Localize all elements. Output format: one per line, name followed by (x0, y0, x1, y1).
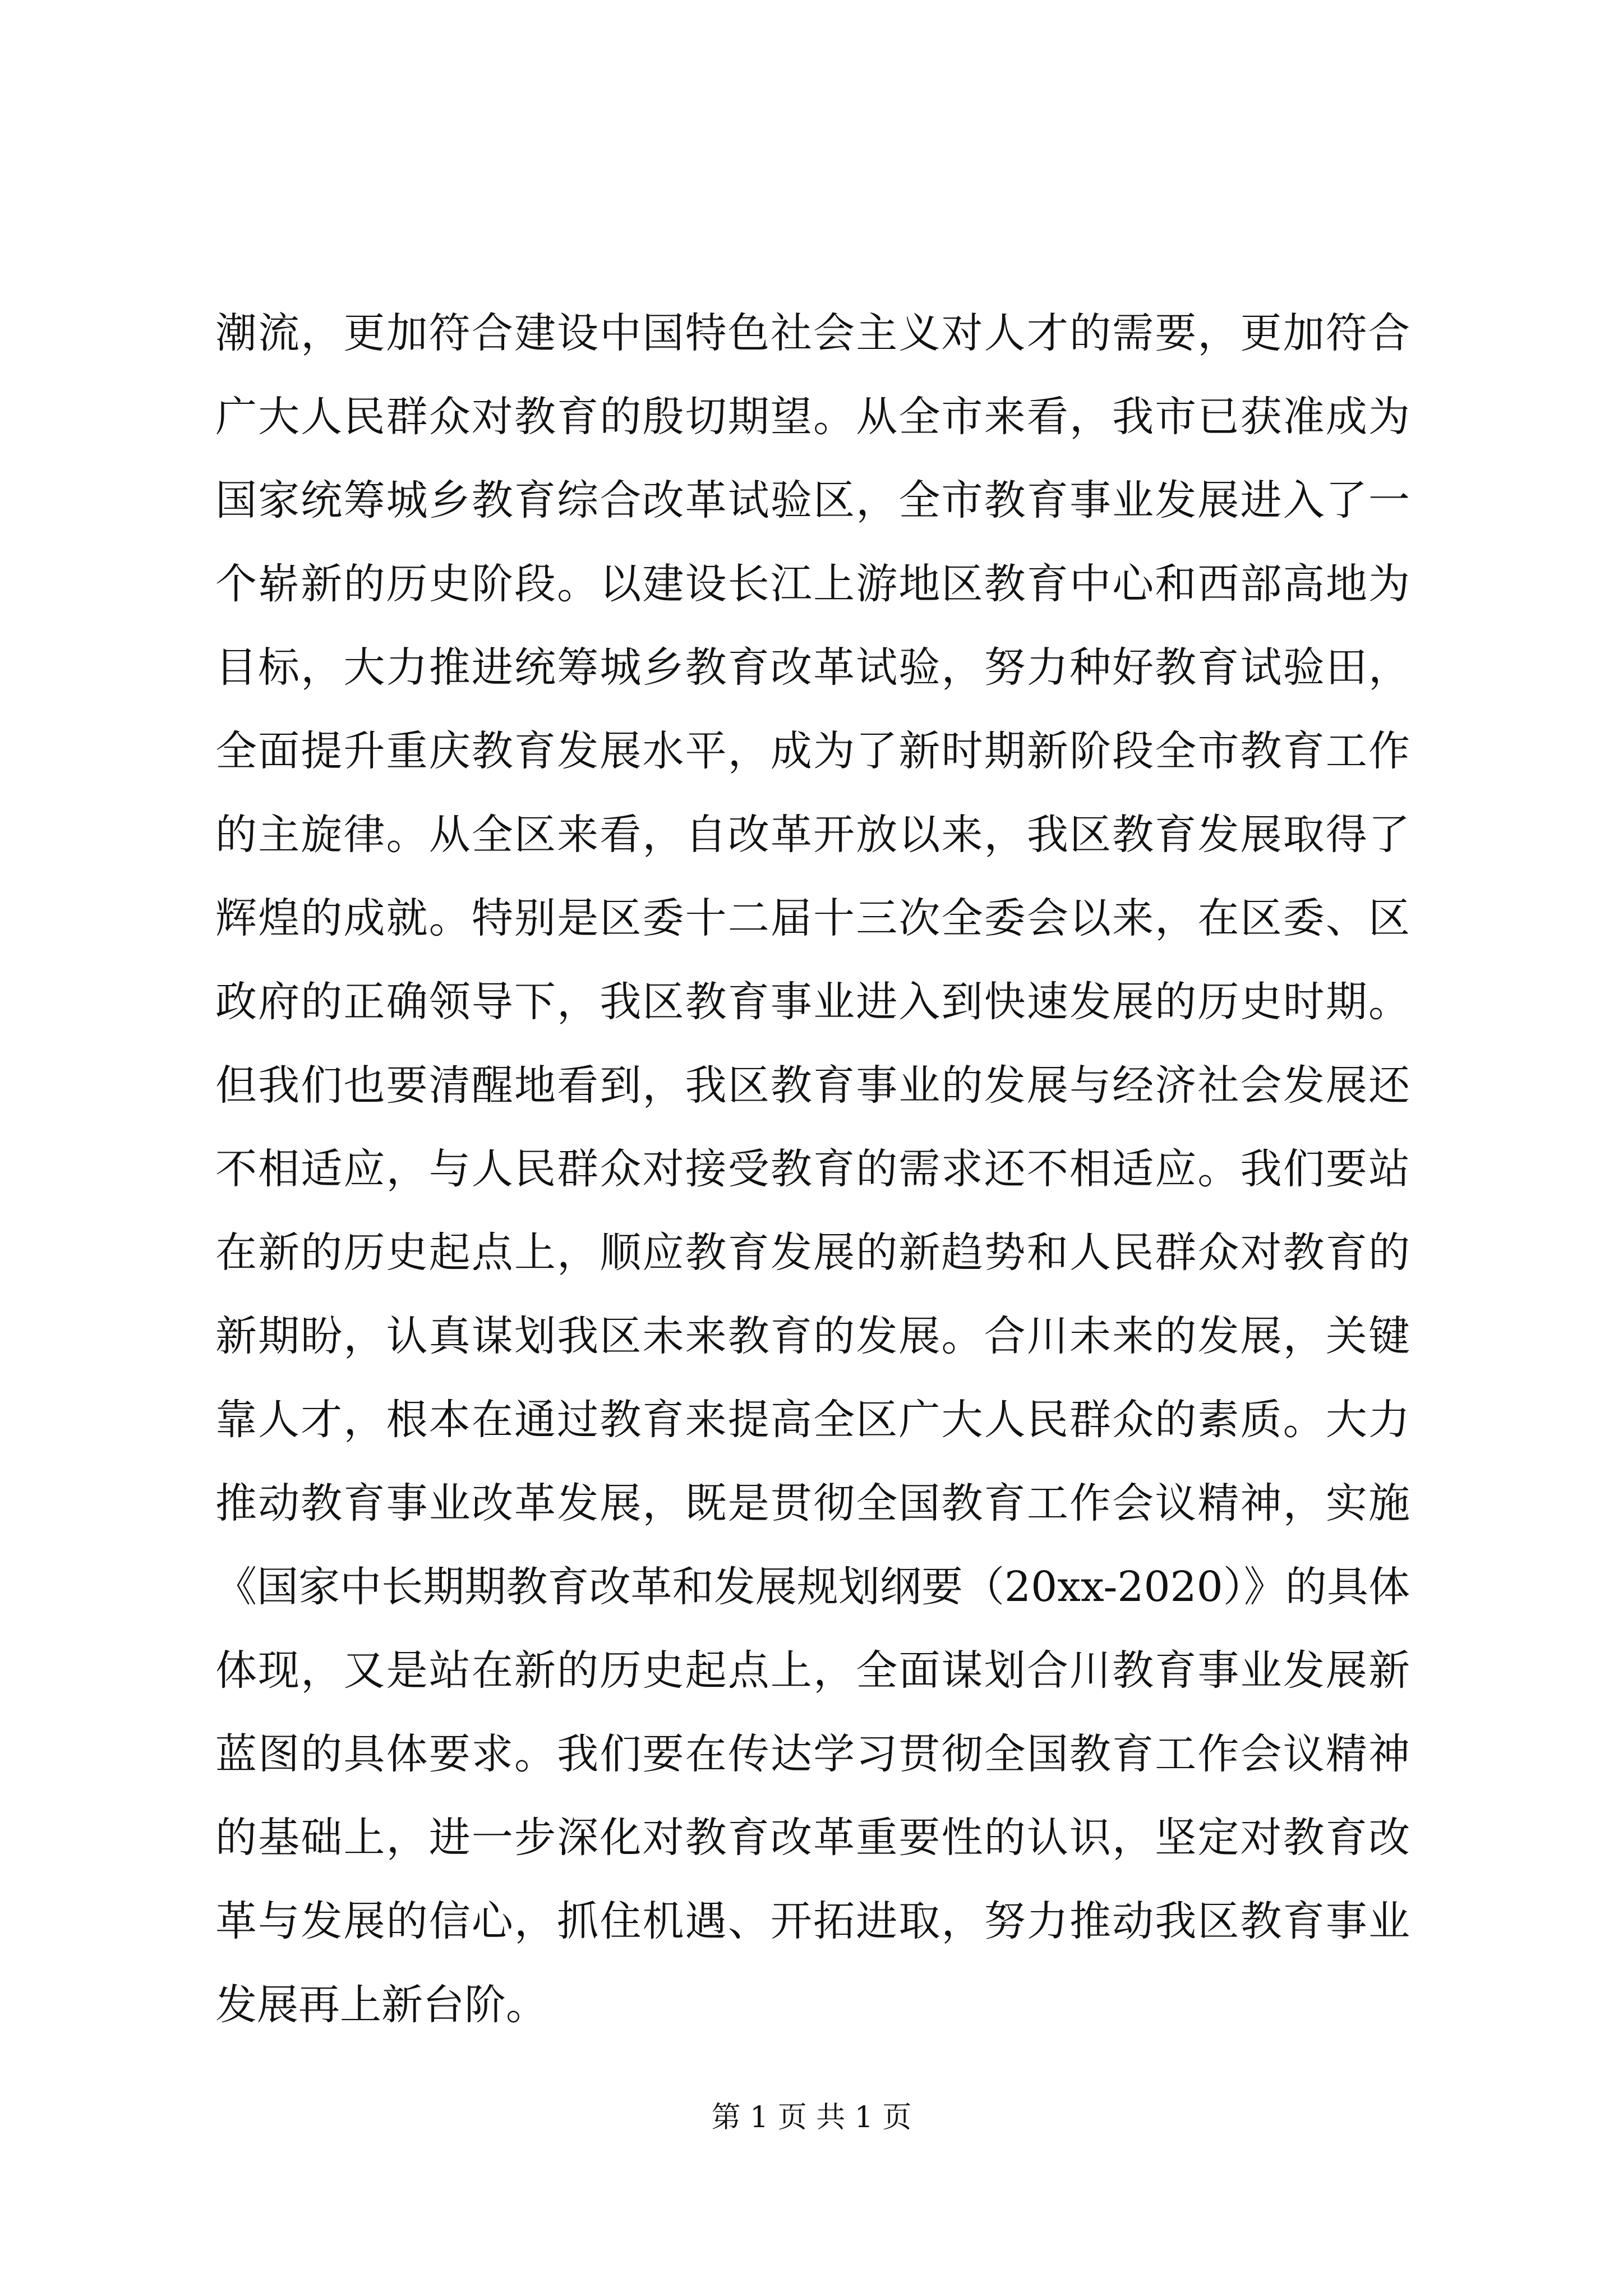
paragraph-line-18: 蓝图的具体要求。我们要在传达学习贯彻全国教育工作会议精神 (215, 1730, 1410, 1778)
paragraph-line-17: 体现，又是站在新的历史起点上，全面谋划合川教育事业发展新 (215, 1646, 1410, 1695)
paragraph-line-11: 不相适应，与人民群众对接受教育的需求还不相适应。我们要站 (215, 1145, 1410, 1193)
body-paragraph (215, 292, 1410, 2047)
paragraph-line-19: 的基础上，进一步深化对教育改革重要性的认识，坚定对教育改 (215, 1814, 1410, 1862)
paragraph-line-2: 广大人民群众对教育的殷切期望。从全市来看，我市已获准成为 (215, 393, 1410, 441)
paragraph-line-15: 推动教育事业改革发展，既是贯彻全国教育工作会议精神，实施 (215, 1479, 1410, 1527)
paragraph-line-16: 《国家中长期期教育改革和发展规划纲要（20xx-2020）》的具体 (215, 1563, 1410, 1611)
paragraph-line-12: 在新的历史起点上，顺应教育发展的新趋势和人民群众对教育的 (215, 1228, 1410, 1277)
paragraph-line-13: 新期盼，认真谋划我区未来教育的发展。合川未来的发展，关键 (215, 1312, 1410, 1360)
page-footer-number: 第 1 页 共 1 页 (711, 2101, 912, 2134)
paragraph-line-8: 辉煌的成就。特别是区委十二届十三次全委会以来，在区委、区 (215, 894, 1410, 942)
paragraph-line-14: 靠人才，根本在通过教育来提高全区广大人民群众的素质。大力 (215, 1396, 1410, 1444)
paragraph-line-21: 发展再上新台阶。 (215, 1981, 547, 2029)
paragraph-line-3: 国家统筹城乡教育综合改革试验区，全市教育事业发展进入了一 (215, 476, 1410, 524)
paragraph-line-9: 政府的正确领导下，我区教育事业进入到快速发展的历史时期。 (215, 978, 1410, 1026)
paragraph-line-20: 革与发展的信心，抓住机遇、开拓进取，努力推动我区教育事业 (215, 1897, 1410, 1945)
paragraph-line-6: 全面提升重庆教育发展水平，成为了新时期新阶段全市教育工作 (215, 727, 1410, 775)
paragraph-line-1: 潮流，更加符合建设中国特色社会主义对人才的需要，更加符合 (215, 309, 1410, 357)
paragraph-line-5: 目标，大力推进统筹城乡教育改革试验，努力种好教育试验田， (215, 643, 1410, 692)
paragraph-line-4: 个崭新的历史阶段。以建设长江上游地区教育中心和西部高地为 (215, 560, 1410, 608)
paragraph-line-10: 但我们也要清醒地看到，我区教育事业的发展与经济社会发展还 (215, 1061, 1410, 1110)
paragraph-line-7: 的主旋律。从全区来看，自改革开放以来，我区教育发展取得了 (215, 811, 1410, 859)
